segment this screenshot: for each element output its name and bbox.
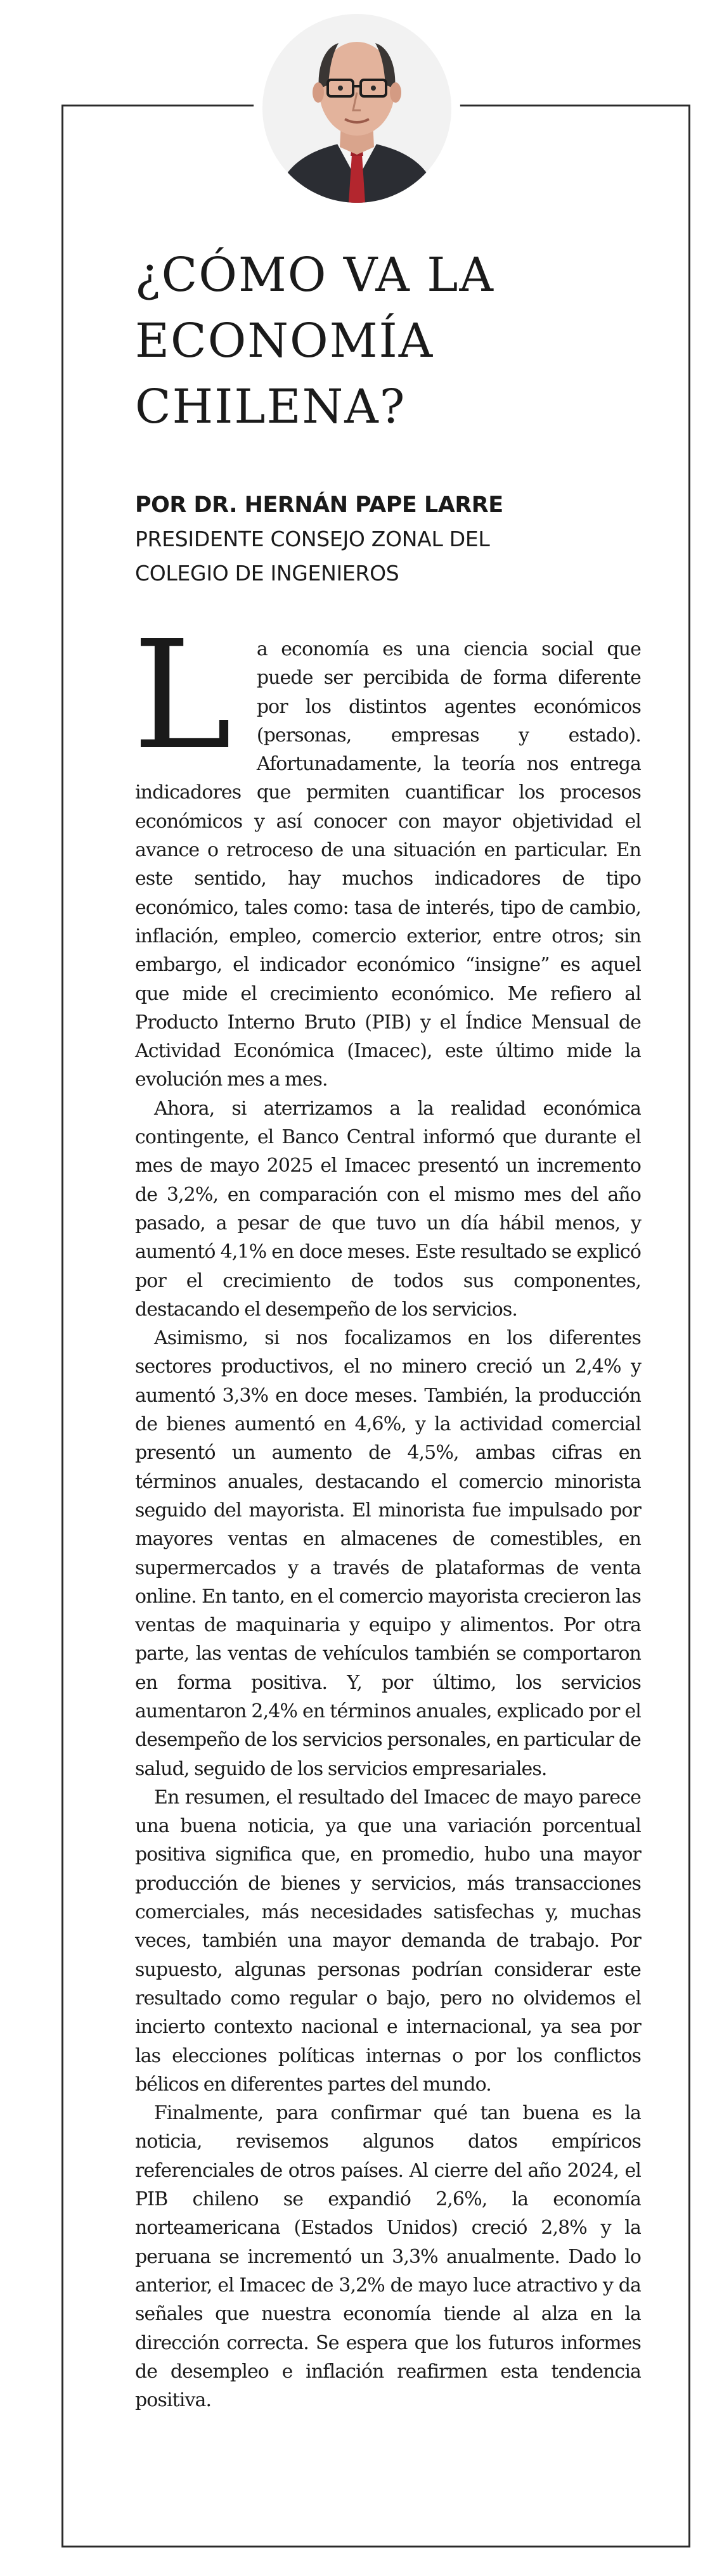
byline [135,488,642,591]
author-portrait-photo [262,14,451,203]
paragraph-5: Finalmente, para confirmar qué tan buena es la noticia, revisemos algunos datos empíricos referenciales de otros países. Al cierre del año 2024, el PIB chileno se expandió 2,6%, la economía norteamericana (Estados Unidos) creció 2,8% y la peruana se incrementó un 3,3% anualmente. Dado lo anterior, el Imacec de 3,2% de mayo luce atractivo y da señales que nuestra economía tiende al alza en la dirección correcta. Se espera que los futuros informes de desempleo e inflación reafirmen esta tendencia positiva. [135,2102,641,2412]
paragraph-4: En resumen, el resultado del Imacec de mayo parece una buena noticia, ya que una variación porcentual positiva significa que, en promedio, hubo una mayor producción de bienes y servicios, más transacciones comerciales, más necesidades satisfechas y, muchas veces, también una mayor demanda de trabajo. Por supuesto, algunas personas podrían considerar este resultado como regular o bajo, pero no olvidemos el incierto contexto nacional e internacional, ya sea por las elecciones políticas internas o por los conflictos bélicos en diferentes partes del mundo. [135,1786,641,2096]
paragraph-1 [132,608,641,1094]
author-role-line-2: COLEGIO DE INGENIEROS [135,561,399,586]
article-body [132,608,641,2414]
paragraph-3: Asimismo, si nos focalizamos en los diferentes sectores productivos, el no minero creció un 2,4% y aumentó 3,3% en doce meses. También, la producción de bienes aumentó en 4,6%, y la actividad comercial presentó un aumento de 4,5%, ambas cifras en términos anuales, destacando el comercio minorista seguido del mayorista. El minorista fue impulsado por mayores ventas en almacenes de comestibles, en supermercados y a través de plataformas de venta online. En tanto, en el comercio mayorista crecieron las ventas de maquinaria y equipo y alimentos. Por otra parte, las ventas de vehículos también se comportaron en forma positiva. Y, por último, los servicios aumentaron 2,4% en términos anuales, explicado por el desempeño de los servicios personales, en particular de salud, seguido de los servicios empresariales. [135,1327,641,1780]
paragraph-2: Ahora, si aterrizamos a la realidad económica contingente, el Banco Central informó que durante el mes de mayo 2025 el Imacec presentó un incremento de 3,2%, en comparación con el mismo mes del año pasado, a pesar de que tuvo un día hábil menos, y aumentó 4,1% en doce meses. Este resultado se explicó por el crecimiento de todos sus componentes, destacando el desempeño de los servicios. [135,1097,641,1321]
drop-cap: L [132,608,231,783]
author-name: POR DR. HERNÁN PAPE LARRE [135,492,503,518]
author-role-line-1: PRESIDENTE CONSEJO ZONAL DEL [135,527,490,551]
paragraph-1-text: a economía es una ciencia social que puede ser percibida de forma diferente por los distintos agentes económicos (personas, empresas y estado). Afortunadamente, la teoría nos entrega indicadores que permiten cuantificar los procesos económicos y así conocer con mayor objetividad el avance o retroceso de una situación en particular. En este sentido, hay muchos indicadores de tipo económico, tales como: tasa de interés, tipo de cambio, inflación, empleo, comercio exterior, entre otros; sin embargo, el indicador económico “insigne” es aquel que mide el crecimiento económico. Me refiero al Producto Interno Bruto (PIB) y el Índice Mensual de Actividad Económica (Imacec), este último mide la evolución mes a mes. [135,638,641,1091]
article-title: ¿CÓMO VA LA ECONOMÍA CHILENA? [135,248,494,434]
